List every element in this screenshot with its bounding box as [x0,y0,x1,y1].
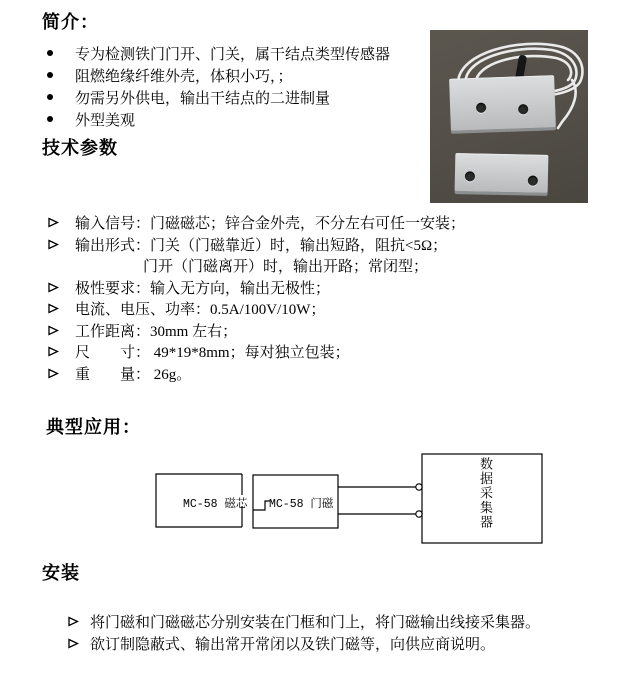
install-heading: 安装 [42,563,80,583]
intro-bullet-list [47,42,390,130]
spec-line [48,234,465,256]
spec-text: 输出形式：门关（门磁靠近）时，输出短路，阻抗<5Ω； [75,237,448,254]
bullet-dot-icon [47,72,75,78]
sensor-body [449,75,556,131]
intro-heading: 简介： [42,12,99,32]
intro-bullet-text: 专为检测铁门门开、门关，属干结点类型传感器 [75,46,391,63]
intro-bullet-text: 外型美观 [75,112,136,129]
screw-hole-icon [528,176,538,186]
arrow-bullet-icon [48,216,75,229]
install-list [68,611,540,654]
screw-hole-icon [476,103,486,113]
arrow-bullet-icon [48,345,75,358]
spec-text: 工作距离：30mm 左右； [75,323,238,340]
spec-line [48,341,465,363]
arrow-bullet-icon [48,324,75,337]
spec-text: 电流、电压、功率：0.5A/100V/10W； [75,302,326,319]
intro-bullet-text: 勿需另外供电，输出干结点的二进制量 [75,90,331,107]
spec-line [48,277,465,299]
spec-text: 尺 寸： 49*19*8mm；每对独立包装； [75,345,350,362]
spec-text: 重 量： 26g。 [75,366,192,383]
install-text: 欲订制隐蔽式、输出常开常闭以及铁门磁等，向供应商说明。 [90,636,496,653]
terminal-icon [416,511,422,517]
install-line [68,633,540,655]
product-photo [430,30,588,203]
spec-list [48,212,465,384]
terminal-icon [416,484,422,490]
arrow-bullet-icon [48,281,75,294]
bullet-dot-icon [47,94,75,100]
intro-bullet-text: 阻燃绝缘纤维外壳，体积小巧，； [75,68,293,85]
list-item [47,64,390,86]
list-item [47,42,390,64]
bullet-dot-icon [47,116,75,122]
arrow-bullet-icon [68,637,90,650]
bullet-dot-icon [47,50,75,56]
spec-text: 极性要求：输入无方向，输出无极性； [75,280,331,297]
arrow-bullet-icon [48,367,75,380]
tech-heading: 技术参数 [42,138,118,158]
list-item [47,108,390,130]
application-diagram [140,450,560,555]
screw-hole-icon [518,104,528,114]
install-text: 将门磁和门磁磁芯分别安装在门框和门上，将门磁输出线接采集器。 [90,615,541,632]
spec-line [48,320,465,342]
spec-line-continuation [48,255,465,277]
spec-line [48,363,465,385]
install-line [68,611,540,633]
sensor-box-label: MC-58 门磁 [269,498,334,511]
spec-line [48,212,465,234]
magnet-plate [455,153,549,193]
applications-heading: 典型应用： [46,417,141,437]
list-item [47,86,390,108]
arrow-bullet-icon [68,615,90,628]
collector-box-label: 数据采集器 [478,457,493,530]
arrow-bullet-icon [48,302,75,315]
magnet-box-label: MC-58 磁芯 [183,498,248,511]
spec-text: 门开（门磁离开）时，输出开路；常闭型； [143,259,429,276]
arrow-bullet-icon [48,238,75,251]
screw-hole-icon [465,171,475,181]
spec-text: 输入信号：门磁磁芯；锌合金外壳，不分左右可任一安装； [75,216,466,233]
spec-line [48,298,465,320]
reed-switch-icon [253,501,270,510]
